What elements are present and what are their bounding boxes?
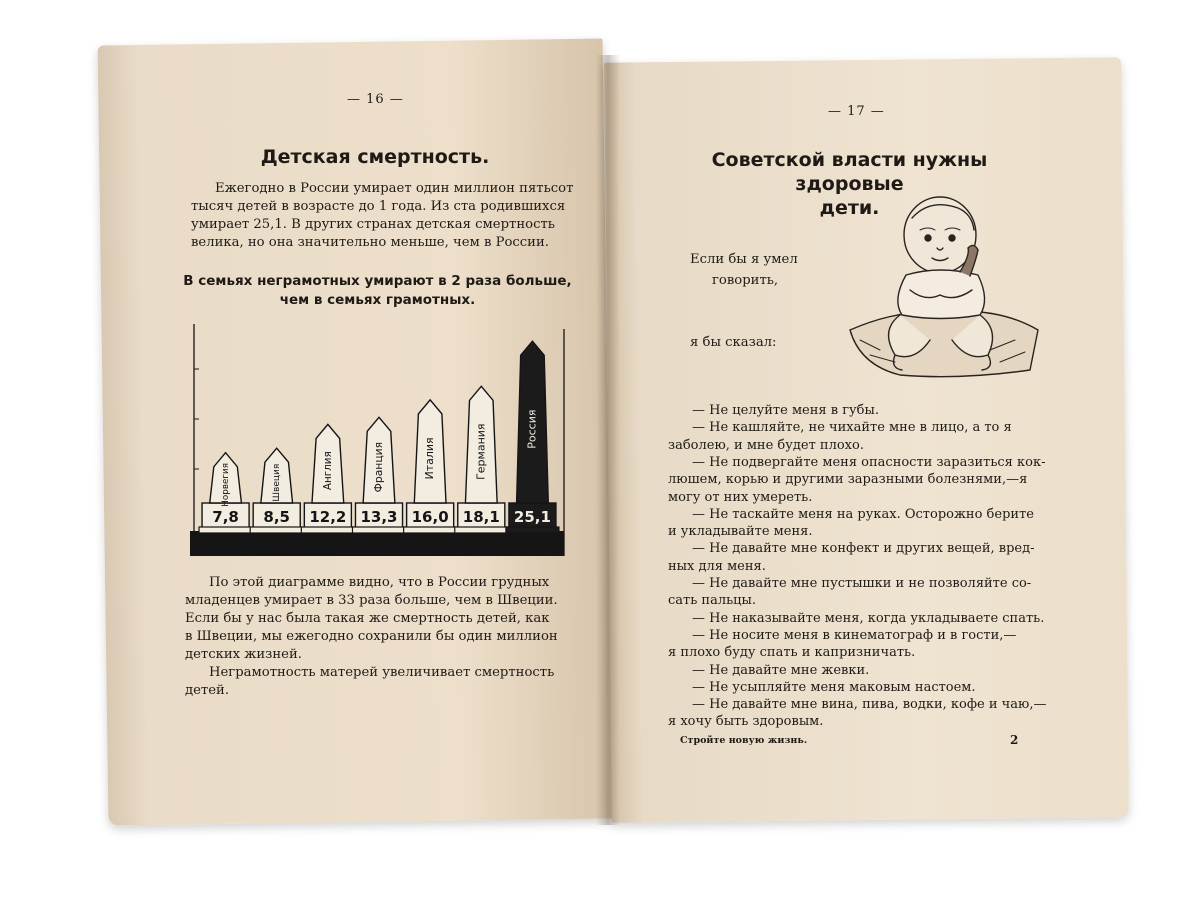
obelisk-value-label: 16,0 — [411, 508, 449, 526]
rule-line: ных для меня. — [668, 558, 766, 574]
subtitle-line: В семьях неграмотных умирают в 2 раза больше, — [183, 273, 572, 289]
conclusion-line: детских жизней. — [185, 647, 302, 662]
obelisk-2 — [250, 448, 303, 533]
obelisk-step — [199, 527, 252, 533]
left-page-number: — 16 — — [347, 92, 404, 107]
obelisk-value-label: 25,1 — [513, 508, 551, 526]
footer-text: Стройте новую жизнь. — [680, 735, 808, 746]
right-title-line: Советской власти нужны здоровые — [711, 149, 988, 195]
intro-line: велика, но она значительно меньше, чем в России. — [191, 235, 549, 250]
obelisk-step — [301, 527, 354, 533]
speech-line: Если бы я умел — [690, 252, 798, 267]
obelisk-country-label: Франция — [372, 441, 385, 493]
speech-line: я бы сказал: — [690, 335, 777, 350]
conclusion-line: в Швеции, мы ежегодно сохранили бы один миллион — [185, 629, 558, 644]
conclusion-line: Если бы у нас была такая же смертность детей, как — [185, 611, 550, 626]
obelisk-value-label: 18,1 — [462, 508, 500, 526]
obelisk-country-label: Англия — [321, 451, 334, 491]
obelisk-step — [250, 527, 303, 533]
rule-line: — Не давайте мне конфект и других вещей, вред- — [692, 541, 1035, 557]
baby-illustration — [840, 190, 1040, 385]
obelisk-1 — [199, 453, 252, 533]
obelisk-country-label: Норвегия — [221, 462, 232, 507]
right-title-line: дети. — [819, 197, 880, 219]
obelisk-step — [404, 527, 457, 533]
rule-line: — Не усыпляйте меня маковым настоем. — [692, 679, 976, 695]
conclusion-paragraph — [185, 574, 567, 700]
intro-paragraph — [191, 180, 574, 252]
rule-line: — Не наказывайте меня, когда укладываете спать. — [692, 610, 1045, 626]
speech-line: говорить, — [712, 273, 779, 288]
rule-line: — Не кашляйте, не чихайте мне в лицо, а то я — [692, 420, 1012, 436]
subtitle-line: чем в семьях грамотных. — [279, 292, 476, 308]
obelisk-country-label: Италия — [423, 437, 437, 480]
rule-line: и укладывайте меня. — [668, 524, 813, 540]
rule-line: — Не подвергайте меня опасности заразиться кок- — [692, 454, 1046, 470]
left-page-title: Детская смертность. — [260, 146, 490, 168]
obelisk-step — [455, 527, 508, 533]
obelisk-country-label: Россия — [525, 409, 539, 449]
rule-line: — Не давайте мне жевки. — [692, 662, 870, 678]
conclusion-line: Неграмотность матерей увеличивает смертность — [209, 665, 555, 680]
intro-line: умирает 25,1. В других странах детская смертность — [191, 217, 555, 232]
book-gutter — [596, 55, 620, 825]
obelisk-value-label: 7,8 — [212, 508, 239, 526]
obelisk-7 — [506, 341, 559, 533]
obelisk-step — [352, 527, 405, 533]
chart-ground — [190, 531, 564, 556]
obelisk-value-label: 13,3 — [360, 508, 398, 526]
rule-line: могу от них умереть. — [668, 489, 813, 505]
rule-line: — Не таскайте меня на руках. Осторожно берите — [692, 506, 1034, 522]
obelisk-value-label: 12,2 — [309, 508, 347, 526]
intro-line: тысяч детей в возрасте до 1 года. Из ста родившихся — [191, 199, 566, 214]
obelisk-4 — [352, 417, 405, 533]
conclusion-line: детей. — [185, 683, 230, 698]
rule-line: заболею, и мне будет плохо. — [668, 437, 864, 453]
conclusion-line: младенцев умирает в 33 раза больше, чем в Швеции. — [185, 593, 558, 608]
intro-line: Ежегодно в России умирает один миллион пятьсот — [215, 181, 574, 196]
obelisk-country-label: Германия — [474, 423, 488, 480]
obelisk-3 — [301, 424, 354, 533]
obelisk-step — [506, 527, 559, 533]
rule-line: — Не давайте мне пустышки и не позволяйте со- — [692, 576, 1032, 591]
obelisk-value-label: 8,5 — [263, 508, 291, 526]
rule-line: люшем, корью и другими заразными болезнями,—я — [668, 472, 1028, 488]
signature-number: 2 — [1010, 733, 1019, 747]
conclusion-line: По этой диаграмме видно, что в России грудных — [209, 575, 550, 590]
child-mortality-obelisk-chart — [186, 324, 568, 562]
rule-line: я плохо буду спать и капризничать. — [668, 645, 916, 661]
rule-line: — Не целуйте меня в губы. — [692, 403, 879, 418]
rule-line: — Не носите меня в кинематограф и в гости,— — [692, 627, 1017, 643]
right-page-number: — 17 — — [828, 104, 885, 119]
rule-line: сать пальцы. — [668, 593, 757, 609]
chart-subtitle — [180, 272, 575, 310]
rule-line: — Не давайте мне вина, пива, водки, кофе и чаю,— — [692, 697, 1047, 713]
rule-line: я хочу быть здоровым. — [668, 714, 824, 730]
obelisk-country-label: Швеция — [272, 463, 283, 502]
obelisk-5 — [404, 400, 457, 533]
obelisk-6 — [455, 386, 508, 533]
